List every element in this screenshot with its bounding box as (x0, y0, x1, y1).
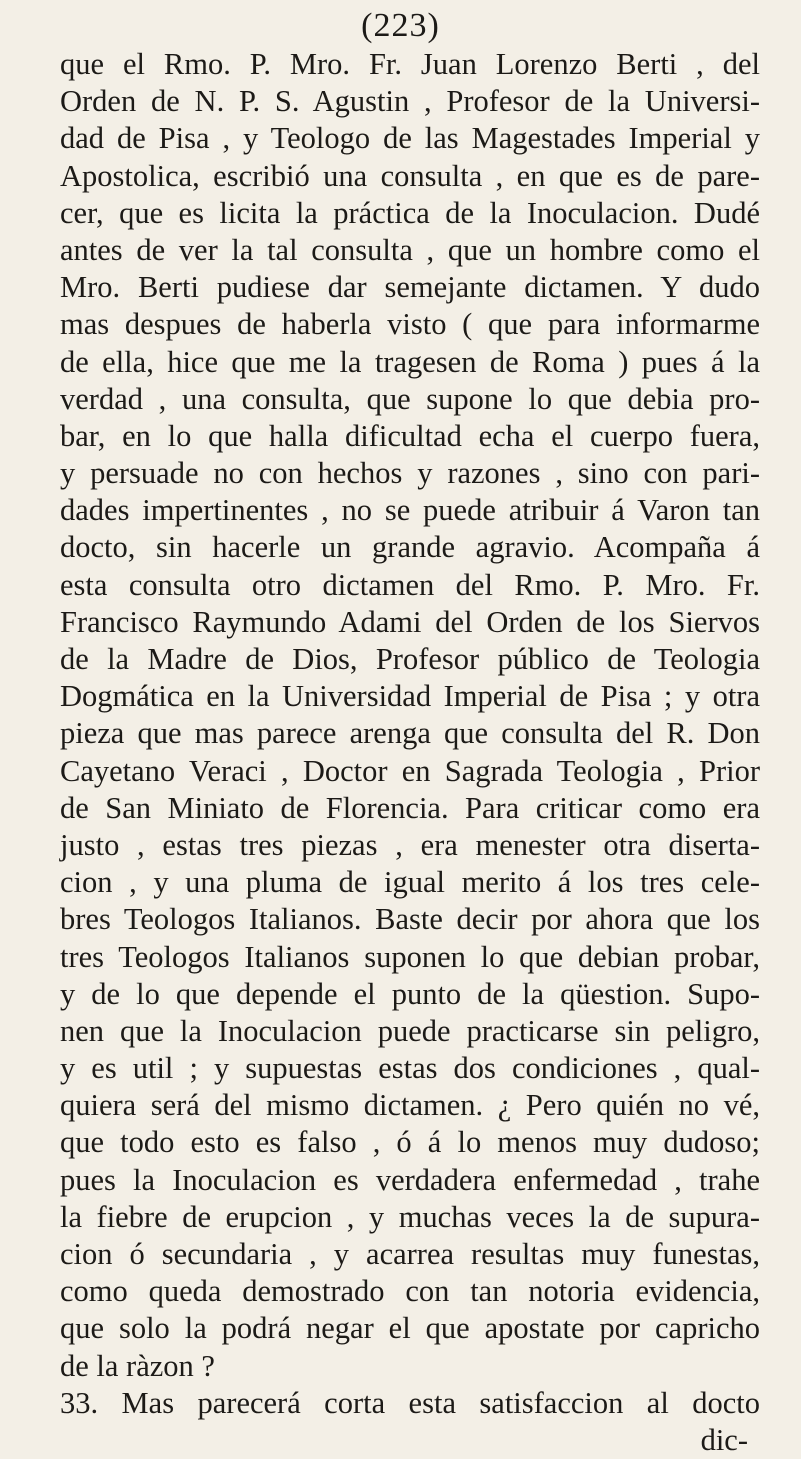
text-line: de San Miniato de Florencia. Para criticar como era (60, 790, 760, 825)
text-line: cion ó secundaria , y acarrea resultas muy funestas, (60, 1237, 760, 1271)
text-line: de la ràzon ? (60, 1348, 215, 1383)
text-line: antes de ver la tal consulta , que un hombre como el (60, 232, 760, 267)
text-line: bres Teologos Italianos. Baste decir por ahora que los (60, 902, 760, 937)
text-line: pieza que mas parece arenga que consulta del R. Don (60, 716, 760, 751)
text-line: mas despues de haberla visto ( que para informarme (60, 307, 760, 342)
text-line: Orden de N. P. S. Agustin , Profesor de la Universi- (60, 84, 760, 119)
text-line: Dogmática en la Universidad Imperial de Pisa ; y otra (60, 679, 760, 714)
text-line: nen que la Inoculacion puede practicarse sin peligro, (60, 1013, 760, 1048)
text-line: que solo la podrá negar el que apostate por capricho (60, 1311, 760, 1346)
text-line: Francisco Raymundo Adami del Orden de los Siervos (60, 604, 760, 639)
text-line: de la Madre de Dios, Profesor público de Teologia (60, 642, 760, 676)
page-number: (223) (361, 7, 440, 44)
text-line: docto, sin hacerle un grande agravio. Acompaña á (60, 530, 760, 565)
section-33-opening-line: 33. Mas parecerá corta esta satisfaccion al docto (60, 1385, 760, 1420)
text-line: de ella, hice que me la tragesen de Roma ) pues á la (60, 344, 760, 379)
text-line: esta consulta otro dictamen del Rmo. P. Mro. Fr. (60, 567, 760, 602)
text-line: Apostolica, escribió una consulta , en que es de pare- (60, 158, 760, 193)
text-line: que todo esto es falso , ó á lo menos muy dudoso; (60, 1125, 760, 1160)
text-line: que el Rmo. P. Mro. Fr. Juan Lorenzo Berti , del (60, 47, 760, 81)
text-line: dad de Pisa , y Teologo de las Magestades Imperial y (60, 121, 760, 156)
text-line: la fiebre de erupcion , y muchas veces la de supura- (60, 1199, 760, 1234)
text-line: justo , estas tres piezas , era menester otra diserta- (60, 827, 760, 862)
text-line: y persuade no con hechos y razones , sino con pari- (60, 456, 760, 491)
text-line: tres Teologos Italianos suponen lo que debian probar, (60, 939, 760, 974)
text-line: y es util ; y supuestas estas dos condiciones , qual- (60, 1051, 760, 1086)
body-text (60, 46, 760, 1459)
text-line: quiera será del mismo dictamen. ¿ Pero quién no vé, (60, 1088, 760, 1123)
text-line: cer, que es licita la práctica de la Inoculacion. Dudé (60, 195, 760, 230)
text-line: dades impertinentes , no se puede atribuir á Varon tan (60, 493, 760, 528)
text-line: pues la Inoculacion es verdadera enfermedad , trahe (60, 1162, 760, 1197)
text-line: Mro. Berti pudiese dar semejante dictamen. Y dudo (60, 270, 760, 305)
text-line: cion , y una pluma de igual merito á los tres cele- (60, 865, 760, 900)
text-line: bar, en lo que halla dificultad echa el cuerpo fuera, (60, 418, 760, 453)
text-line: como queda demostrado con tan notoria evidencia, (60, 1274, 760, 1309)
text-line: y de lo que depende el punto de la qüestion. Supo- (60, 976, 760, 1011)
text-line: Cayetano Veraci , Doctor en Sagrada Teologia , Prior (60, 753, 760, 788)
catchword: dic- (700, 1422, 748, 1457)
text-line: verdad , una consulta, que supone lo que debia pro- (60, 381, 760, 416)
